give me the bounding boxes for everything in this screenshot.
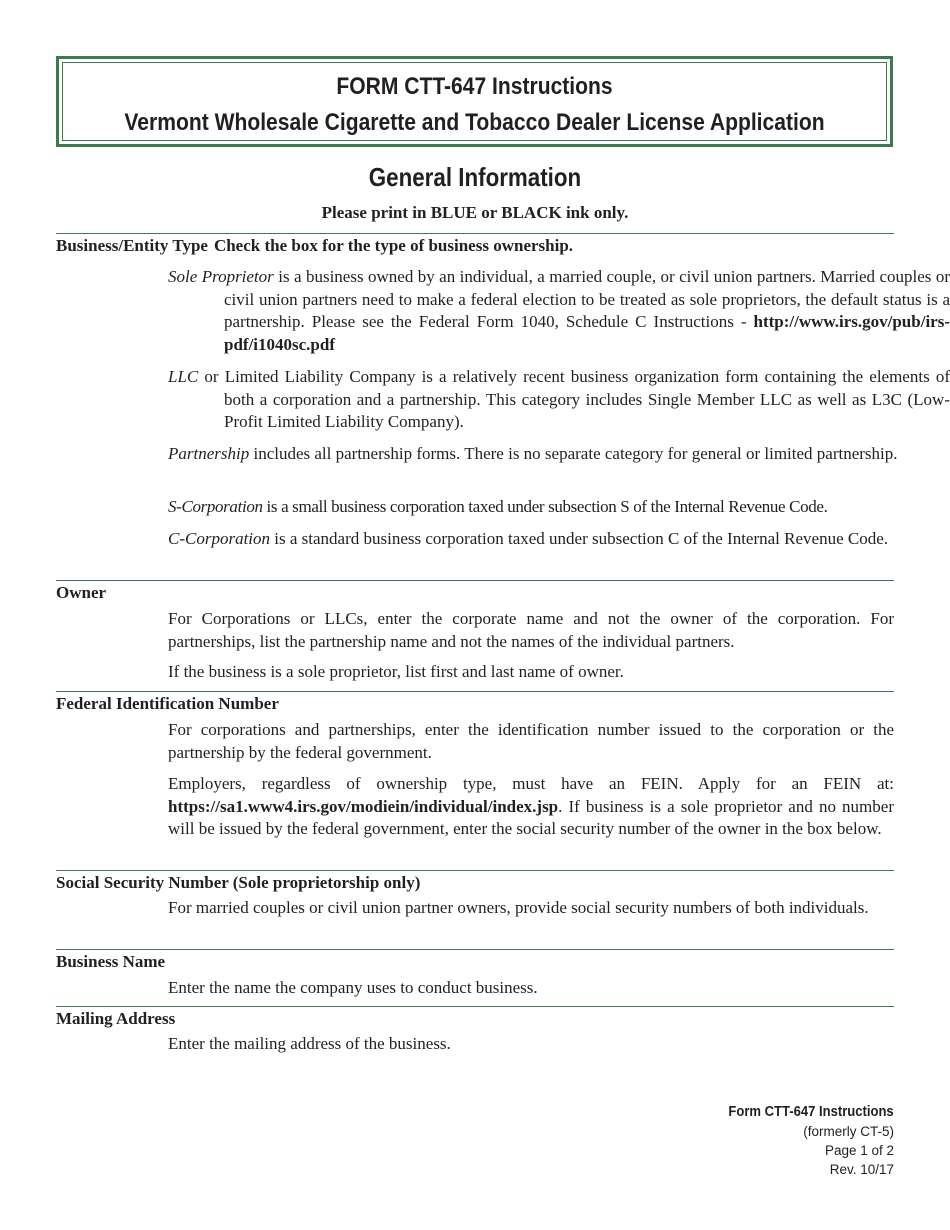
irs-fein-application-link[interactable]: https://sa1.www4.irs.gov/modiein/individual/index.jsp: [168, 796, 559, 816]
c-corporation-term: C-Corporation: [168, 529, 271, 548]
partnership-term: Partnership: [168, 444, 250, 463]
ssn-label: Social Security Number (Sole proprietorship only): [56, 873, 421, 892]
partnership-text: includes all partnership forms. There is no separate category for general or limited partnership.: [249, 444, 898, 463]
page-footer: [710, 1103, 894, 1179]
section-divider: [56, 1006, 894, 1007]
form-header-inner-border: [62, 62, 887, 141]
c-corporation-paragraph: [168, 528, 950, 551]
sole-proprietor-term: Sole Proprietor: [168, 267, 274, 286]
fein-paragraph-1: For corporations and partnerships, enter the identification number issued to the corporation or the partnership by the federal government.: [168, 720, 894, 762]
footer-form-name: Form CTT-647 Instructions: [728, 1104, 894, 1120]
section-divider: [56, 691, 894, 692]
fein-label: Federal Identification Number: [56, 694, 279, 713]
sole-proprietor-text: is a business owned by an individual, a married couple, or civil union partners. Married couples or civil union partners need to make a federal election to be treated as sole proprietors, the default status is a partnership. Please see the Federal Form 1040, Schedule C Instructions -: [224, 267, 950, 331]
owner-label: Owner: [56, 583, 107, 602]
llc-paragraph: [168, 366, 950, 434]
section-divider: [56, 580, 894, 581]
footer-page-number: Page 1 of 2: [824, 1143, 894, 1158]
owner-paragraph-2: If the business is a sole proprietor, list first and last name of owner.: [168, 662, 624, 681]
fein-paragraph-2-rest: . If business is a sole proprietor and no number will be issued by the federal government, enter the social security number of the owner in the box below.: [168, 796, 894, 838]
business-entity-type-note: Check the box for the type of business ownership.: [213, 236, 574, 255]
mailing-address-paragraph: Enter the mailing address of the business.: [168, 1034, 451, 1053]
partnership-paragraph: [168, 443, 950, 466]
c-corporation-text: is a standard business corporation taxed under subsection C of the Internal Revenue Code.: [270, 529, 889, 548]
fein-paragraph-2: [168, 773, 894, 841]
footer-formerly: (formerly CT-5): [803, 1124, 894, 1139]
ink-note: Please print in BLUE or BLACK ink only.: [321, 203, 629, 222]
s-corporation-paragraph: [168, 496, 950, 519]
business-name-label: Business Name: [56, 952, 166, 971]
business-entity-type-title: Business/Entity Type: [56, 236, 208, 255]
sole-proprietor-paragraph: [168, 266, 950, 356]
section-divider: [56, 949, 894, 950]
footer-revision: Rev. 10/17: [829, 1162, 894, 1177]
section-divider: [56, 233, 894, 234]
owner-paragraph-1: For Corporations or LLCs, enter the corporate name and not the owner of the corporation. For partnerships, list the partnership name and not the names of the individual partners.: [168, 609, 894, 651]
form-title: FORM CTT-647 Instructions: [336, 73, 613, 100]
s-corporation-term: S-Corporation: [168, 497, 263, 516]
s-corporation-text: is a small business corporation taxed under subsection S of the Internal Revenue Code.: [262, 497, 828, 516]
form-header-box: [56, 56, 893, 147]
llc-term: LLC: [168, 367, 199, 386]
llc-text: or Limited Liability Company is a relatively recent business organization form containing the elements of both a corporation and a partnership. This category includes Single Member LLC as well as L3C (Low-Profit Limited Liability Company).: [198, 367, 950, 431]
section-divider: [56, 870, 894, 871]
business-name-paragraph: Enter the name the company uses to conduct business.: [168, 978, 538, 997]
business-entity-type-label: [56, 236, 573, 256]
general-information-heading: General Information: [368, 162, 582, 192]
mailing-address-label: Mailing Address: [56, 1009, 176, 1028]
ssn-paragraph: For married couples or civil union partner owners, provide social security numbers of both individuals.: [168, 898, 869, 917]
form-subtitle: Vermont Wholesale Cigarette and Tobacco Dealer License Application: [124, 109, 825, 136]
fein-paragraph-2-intro: Employers, regardless of ownership type, must have an FEIN. Apply for an FEIN at:: [168, 774, 894, 793]
irs-schedule-c-link[interactable]: http://www.irs.gov/pub/irs-pdf/i1040sc.pdf: [224, 312, 950, 354]
